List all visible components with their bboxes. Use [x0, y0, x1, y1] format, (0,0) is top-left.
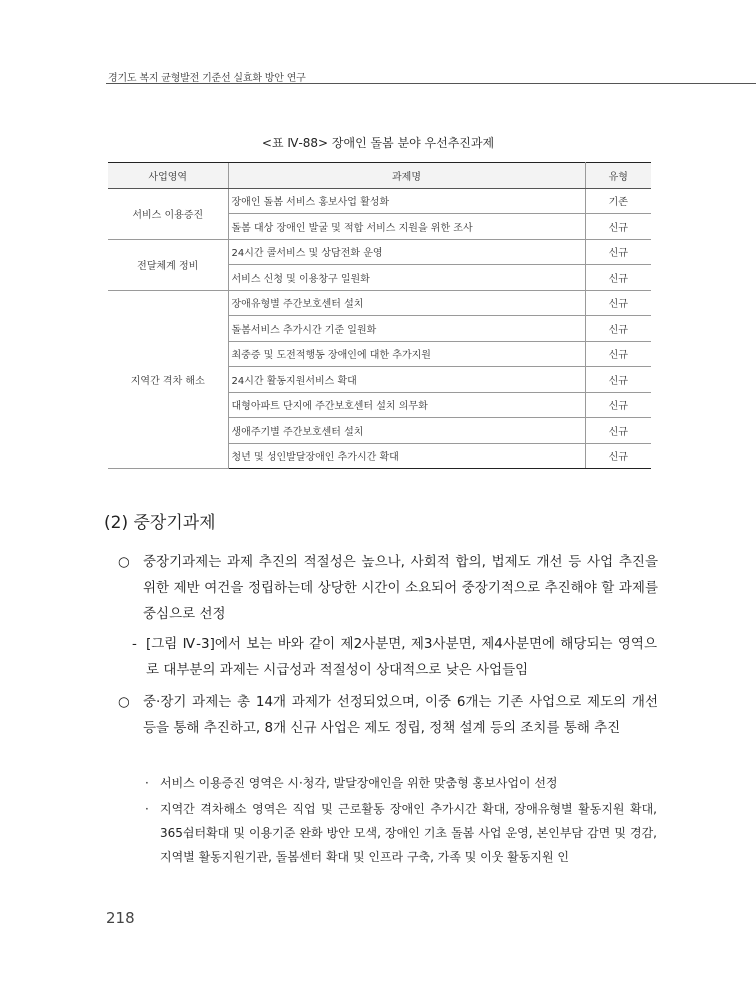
- task-cell: 24시간 활동지원서비스 확대: [228, 367, 585, 393]
- task-cell: 최중증 및 도전적행동 장애인에 대한 추가지원: [228, 341, 585, 367]
- dash-bullet-icon: -: [132, 636, 137, 652]
- header-rule: [106, 83, 756, 84]
- priority-tasks-table: [108, 162, 651, 469]
- task-cell: 24시간 콜서비스 및 상담전화 운영: [228, 239, 585, 265]
- type-cell: 신규: [585, 265, 651, 291]
- area-cell: 서비스 이용증진: [108, 188, 228, 239]
- dot-bullet-icon: ·: [145, 776, 149, 790]
- type-cell: 기존: [585, 188, 651, 214]
- bullet-paragraph: [118, 689, 658, 741]
- task-cell: 장애인 돌봄 서비스 홍보사업 활성화: [228, 188, 585, 214]
- task-cell: 서비스 신청 및 이용창구 일원화: [228, 265, 585, 291]
- dash-text: [그림 Ⅳ-3]에서 보는 바와 같이 제2사분면, 제3사분면, 제4사분면에 해당되는 영역으로 대부분의 과제는 시급성과 적절성이 상대적으로 낮은 사업들임: [146, 636, 657, 678]
- table-caption: <표 Ⅳ-88> 장애인 돌봄 분야 우선추진과제: [261, 136, 495, 150]
- table-row: [108, 239, 651, 265]
- dot-paragraph: [145, 771, 657, 795]
- column-header-task: 과제명: [228, 163, 585, 189]
- page-number: 218: [106, 909, 135, 927]
- type-cell: 신규: [585, 214, 651, 240]
- task-cell: 장애유형별 주간보호센터 설치: [228, 290, 585, 316]
- dot-text: 서비스 이용증진 영역은 시·청각, 발달장애인을 위한 맞춤형 홍보사업이 선정: [160, 776, 558, 790]
- table-row: [108, 188, 651, 214]
- type-cell: 신규: [585, 316, 651, 342]
- dot-text: 지역간 격차해소 영역은 직업 및 근로활동 장애인 추가시간 확대, 장애유형별 활동지원 확대, 365쉼터확대 및 이용기준 완화 방안 모색, 장애인 기초 돌봄 사업 운영, 본인부담 감면 및 경감, 지역별 활동지원기관, 돌봄센터 확대 및 인프라 구축, 가족 및 이웃 활동지원 인: [160, 802, 657, 864]
- type-cell: 신규: [585, 418, 651, 444]
- task-cell: 돌봄 대상 장애인 발굴 및 적합 서비스 지원을 위한 조사: [228, 214, 585, 240]
- section-heading: (2) 중장기과제: [104, 513, 216, 533]
- dot-paragraph: [145, 797, 657, 869]
- circle-bullet-icon: ○: [118, 694, 130, 710]
- dot-bullet-icon: ·: [145, 802, 149, 816]
- dash-paragraph: [132, 631, 657, 683]
- bullet-text: 중·장기 과제는 총 14개 과제가 선정되었으며, 이중 6개는 기존 사업으로 제도의 개선 등을 통해 추진하고, 8개 신규 사업은 제도 정립, 정책 설계 등의 조치를 통해 추진: [143, 694, 658, 736]
- type-cell: 신규: [585, 290, 651, 316]
- table-row: [108, 290, 651, 316]
- circle-bullet-icon: ○: [118, 554, 130, 570]
- type-cell: 신규: [585, 443, 651, 469]
- type-cell: 신규: [585, 367, 651, 393]
- bullet-paragraph: [118, 549, 658, 627]
- task-cell: 생애주기별 주간보호센터 설치: [228, 418, 585, 444]
- type-cell: 신규: [585, 239, 651, 265]
- task-cell: 청년 및 성인발달장애인 추가시간 확대: [228, 443, 585, 469]
- column-header-type: 유형: [585, 163, 651, 189]
- task-cell: 대형아파트 단지에 주간보호센터 설치 의무화: [228, 392, 585, 418]
- table-header-row: [108, 163, 651, 189]
- type-cell: 신규: [585, 392, 651, 418]
- running-header: 경기도 복지 균형발전 기준선 실효화 방안 연구: [108, 73, 306, 84]
- area-cell: 지역간 격차 해소: [108, 290, 228, 469]
- area-cell: 전달체계 정비: [108, 239, 228, 290]
- task-cell: 돌봄서비스 추가시간 기준 일원화: [228, 316, 585, 342]
- type-cell: 신규: [585, 341, 651, 367]
- column-header-area: 사업영역: [108, 163, 228, 189]
- bullet-text: 중장기과제는 과제 추진의 적절성은 높으나, 사회적 합의, 법제도 개선 등 사업 추진을 위한 제반 여건을 정립하는데 상당한 시간이 소요되어 중장기적으로 추진해야 할 과제를 중심으로 선정: [143, 554, 658, 622]
